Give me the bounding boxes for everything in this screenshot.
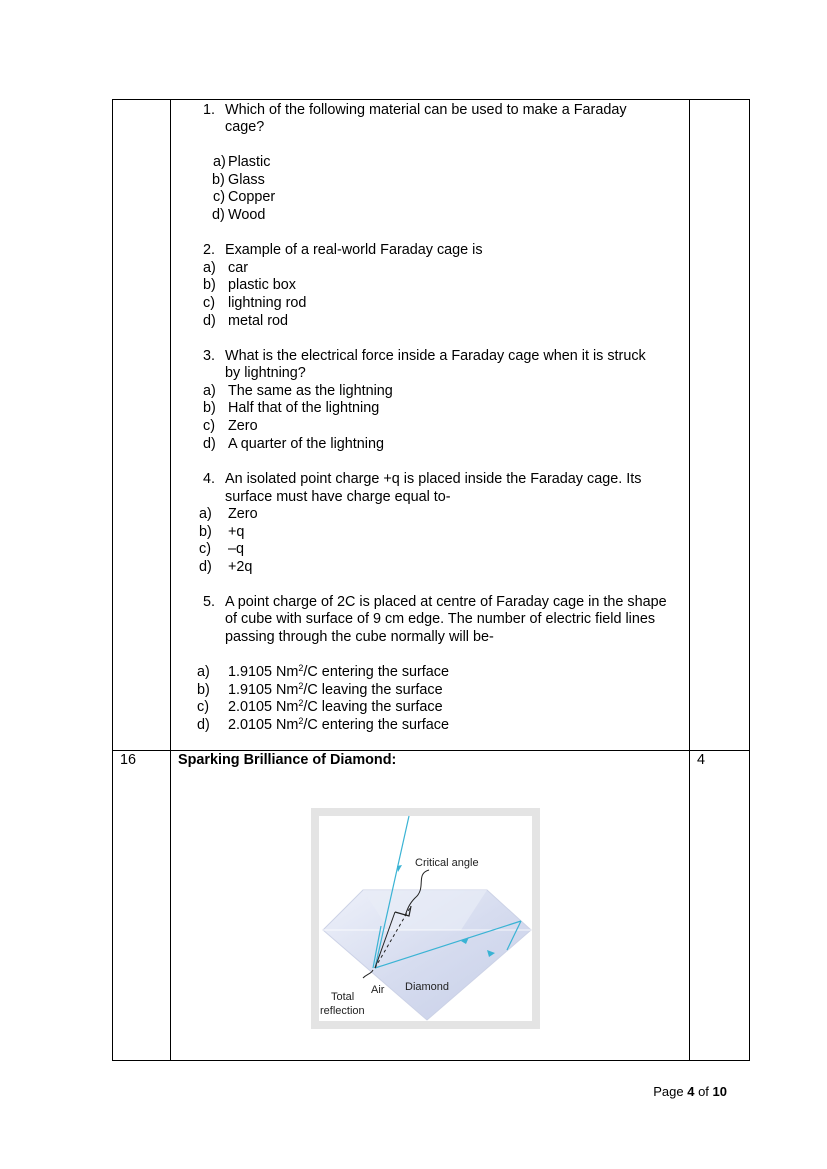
column-divider-2 bbox=[689, 100, 690, 1060]
q5-text-line3: passing through the cube normally will be- bbox=[225, 629, 494, 645]
q1-option-d: Wood bbox=[228, 207, 266, 223]
q3-option-b-label: b) bbox=[203, 400, 216, 416]
q3-option-c: Zero bbox=[228, 418, 258, 434]
label-critical-angle: Critical angle bbox=[415, 857, 479, 869]
q4-option-b-label: b) bbox=[199, 524, 212, 540]
page-word: Page bbox=[653, 1084, 684, 1099]
q16-number: 16 bbox=[120, 752, 137, 768]
label-air: Air bbox=[371, 984, 385, 996]
q4-number: 4. bbox=[203, 471, 216, 487]
q2-option-d-label: d) bbox=[203, 313, 216, 329]
q3-option-d: A quarter of the lightning bbox=[228, 436, 385, 452]
q2-number: 2. bbox=[203, 242, 216, 258]
q5-text-line1: A point charge of 2C is placed at centre of Faraday cage in the shape bbox=[225, 594, 667, 610]
q4-option-d: +2q bbox=[228, 559, 253, 575]
q16-title: Sparking Brilliance of Diamond: bbox=[178, 752, 397, 768]
page-total: 10 bbox=[712, 1084, 727, 1099]
q4-option-a: Zero bbox=[228, 506, 258, 522]
q2-option-b: plastic box bbox=[228, 277, 296, 293]
q4-text-line1: An isolated point charge +q is placed inside the Faraday cage. Its bbox=[225, 471, 642, 487]
q5-option-b-label: b) bbox=[197, 682, 210, 698]
page-number: 4 bbox=[687, 1084, 695, 1099]
q1-option-a-label: a) bbox=[213, 154, 226, 170]
q1-option-c-label: c) bbox=[213, 189, 225, 205]
q5-option-d-label: d) bbox=[197, 717, 210, 733]
q5-option-b: 1.9105 Nm$^2$/C leaving the surface bbox=[228, 681, 443, 698]
q1-option-b: Glass bbox=[228, 172, 265, 188]
q4-option-c-label: c) bbox=[199, 541, 211, 557]
q5-option-a: 1.9105 Nm$^2$/C entering the surface bbox=[228, 663, 450, 680]
q4-option-c: –q bbox=[228, 541, 245, 557]
q1-number: 1. bbox=[203, 102, 216, 118]
column-divider-1 bbox=[170, 100, 171, 1060]
q1-option-b-label: b) bbox=[212, 172, 225, 188]
q1-option-c: Copper bbox=[228, 189, 276, 205]
q4-option-a-label: a) bbox=[199, 506, 212, 522]
q4-text-line2: surface must have charge equal to- bbox=[225, 489, 451, 505]
label-reflection: reflection bbox=[320, 1005, 365, 1017]
diamond-figure bbox=[311, 808, 540, 1029]
row-divider bbox=[113, 750, 749, 751]
q2-option-b-label: b) bbox=[203, 277, 216, 293]
diamond-diagram bbox=[311, 808, 540, 1029]
q3-text-line1: What is the electrical force inside a Faraday cage when it is struck bbox=[225, 348, 646, 364]
q2-text-line1: Example of a real-world Faraday cage is bbox=[225, 242, 483, 258]
q3-option-a-label: a) bbox=[203, 383, 216, 399]
q2-option-c: lightning rod bbox=[228, 295, 307, 311]
q2-option-a: car bbox=[228, 260, 248, 276]
q16-marks: 4 bbox=[697, 752, 706, 768]
label-diamond: Diamond bbox=[405, 981, 450, 993]
q5-option-c: 2.0105 Nm$^2$/C leaving the surface bbox=[228, 698, 443, 715]
label-total: Total bbox=[331, 991, 355, 1003]
of-word: of bbox=[698, 1084, 709, 1099]
q1-option-d-label: d) bbox=[212, 207, 225, 223]
q2-option-d: metal rod bbox=[228, 313, 288, 329]
page-footer bbox=[653, 1084, 727, 1099]
q3-option-b: Half that of the lightning bbox=[228, 400, 380, 416]
q4-option-d-label: d) bbox=[199, 559, 212, 575]
q3-text-line2: by lightning? bbox=[225, 365, 306, 381]
q1-option-a: Plastic bbox=[228, 154, 271, 170]
q1-text-line2: cage? bbox=[225, 119, 265, 135]
q5-option-a-label: a) bbox=[197, 664, 210, 680]
q1-text-line1: Which of the following material can be used to make a Faraday bbox=[225, 102, 627, 118]
q2-option-c-label: c) bbox=[203, 295, 215, 311]
q2-option-a-label: a) bbox=[203, 260, 216, 276]
q5-option-d: 2.0105 Nm$^2$/C entering the surface bbox=[228, 716, 450, 733]
q4-option-b: +q bbox=[228, 524, 245, 540]
q3-option-a: The same as the lightning bbox=[228, 383, 393, 399]
q5-number: 5. bbox=[203, 594, 216, 610]
q5-option-c-label: c) bbox=[197, 699, 209, 715]
q5-text-line2: of cube with surface of 9 cm edge. The number of electric field lines bbox=[225, 611, 656, 627]
q3-number: 3. bbox=[203, 348, 216, 364]
q3-option-d-label: d) bbox=[203, 436, 216, 452]
q3-option-c-label: c) bbox=[203, 418, 215, 434]
